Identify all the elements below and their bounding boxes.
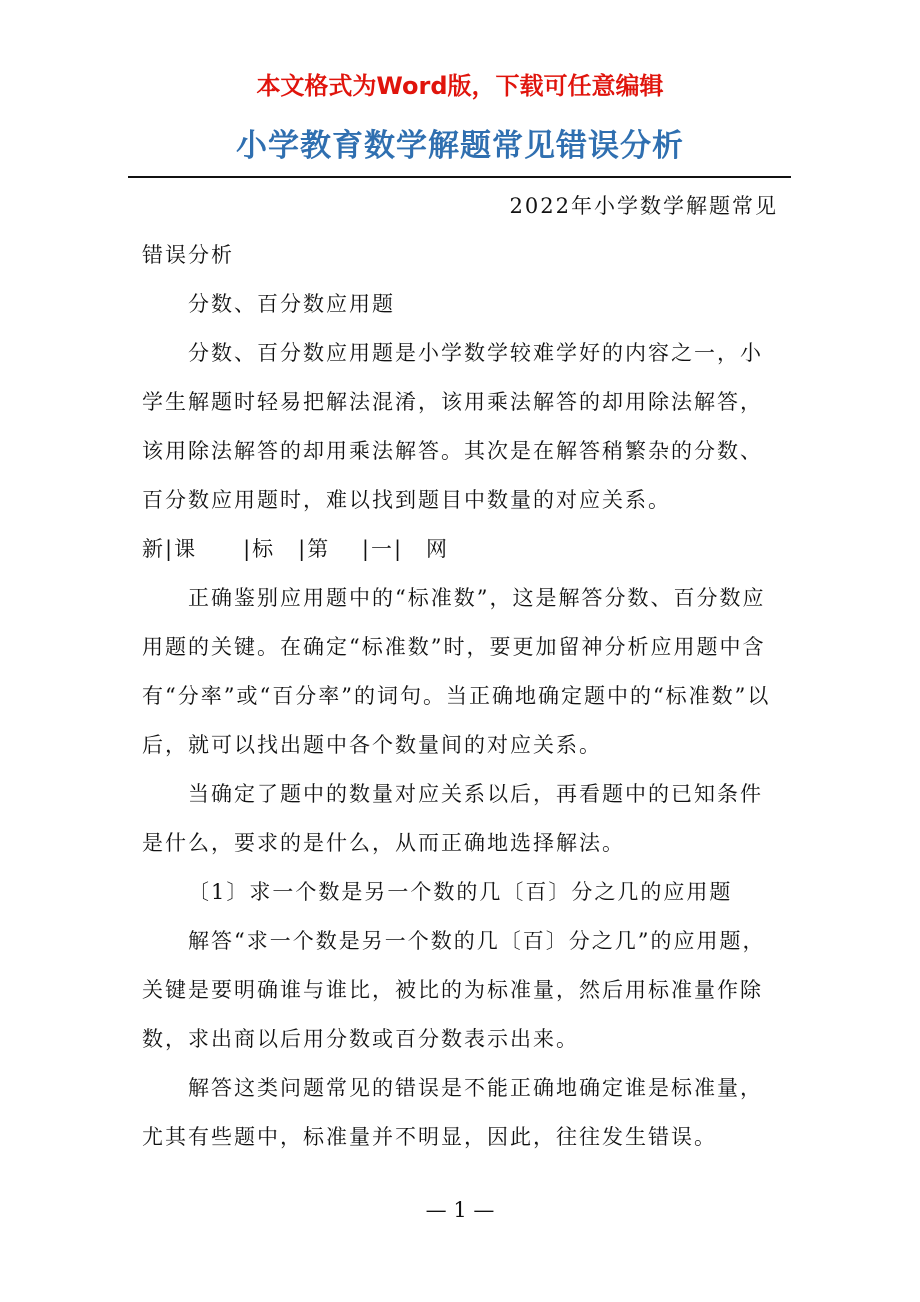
word-format-banner: 本文格式为Word版，下载可任意编辑 — [256, 72, 664, 100]
paragraph: 分数、百分数应用题是小学数学较难学好的内容之一，小学生解题时轻易把解法混淆，该用乘法解答的却用除法解答，该用除法解答的却用乘法解答。其次是在解答稍繁杂的分数、百分数应用题时，难以找到题目中数量的对应关系。 — [142, 341, 763, 512]
page-number: — 1 — — [425, 1198, 495, 1222]
sub-heading: 〔1〕求一个数是另一个数的几〔百〕分之几的应用题 — [188, 880, 733, 904]
paragraph: 解答“求一个数是另一个数的几〔百〕分之几”的应用题，关键是要明确谁与谁比，被比的为标准量，然后用标准量作除数，求出商以后用分数或百分数表示出来。 — [142, 929, 766, 1051]
document-body — [142, 182, 780, 1162]
title-divider — [128, 176, 791, 178]
paragraph: 解答这类问题常见的错误是不能正确地确定谁是标准量，尤其有些题中，标准量并不明显，因此，往往发生错误。 — [142, 1076, 763, 1149]
document-title: 小学教育数学解题常见错误分析 — [236, 128, 684, 164]
subtitle-line: 2022年小学数学解题常见 — [509, 194, 778, 218]
paragraph: 当确定了题中的数量对应关系以后，再看题中的已知条件是什么，要求的是什么，从而正确地选择解法。 — [142, 782, 763, 855]
section-heading: 分数、百分数应用题 — [188, 292, 395, 316]
subtitle-line-continued: 错误分析 — [142, 243, 234, 267]
watermark-line: 新|课 |标 |第 |一| 网 — [142, 537, 450, 561]
paragraph: 正确鉴别应用题中的“标准数”，这是解答分数、百分数应用题的关键。在确定“标准数”时，要更加留神分析应用题中含有“分率”或“百分率”的词句。当正确地确定题中的“标准数”以后，就可以找出题中各个数量间的对应关系。 — [142, 586, 771, 757]
